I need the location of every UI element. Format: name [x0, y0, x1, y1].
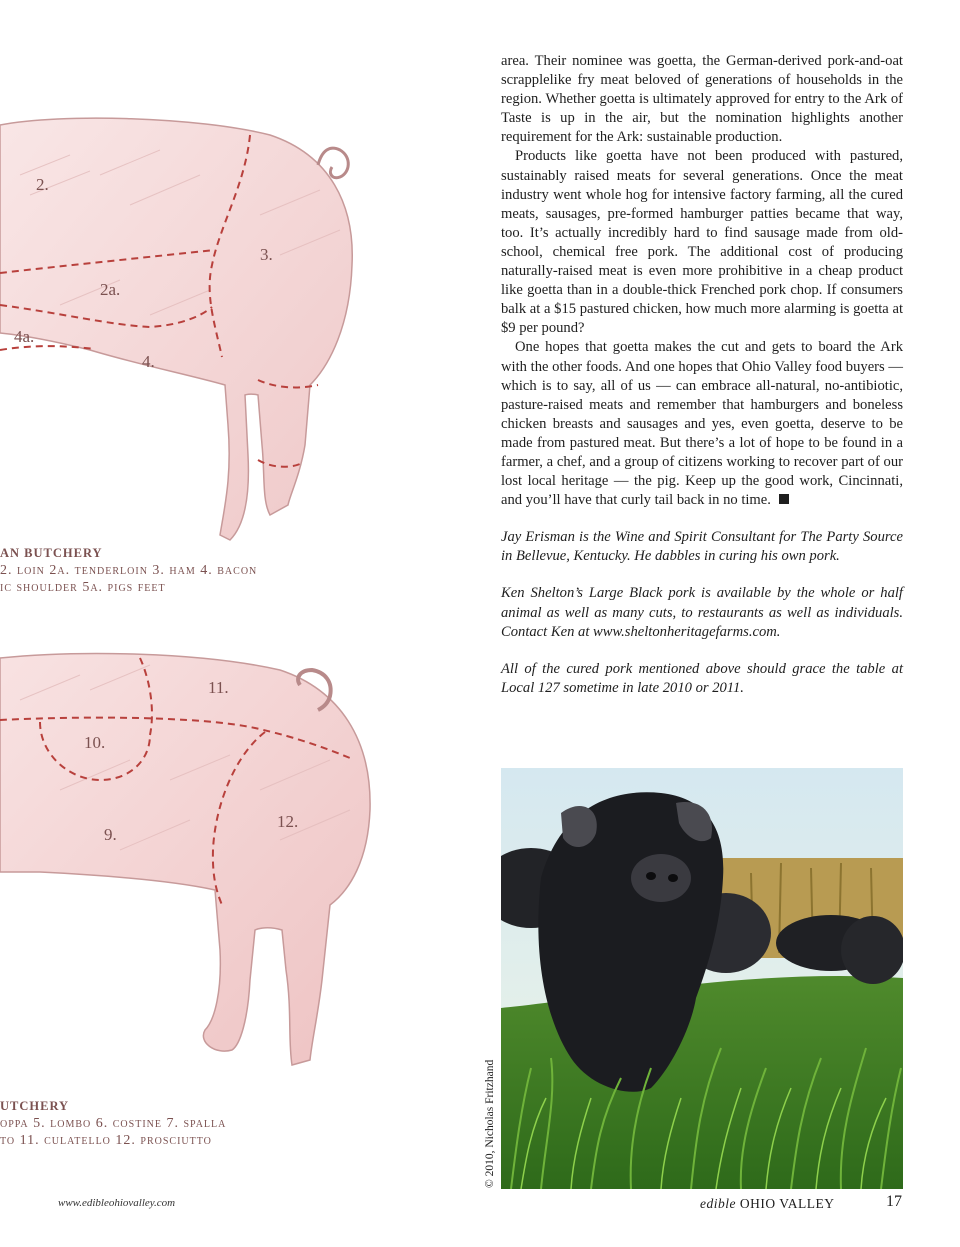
caption-line: to 11. culatello 12. prosciutto: [0, 1133, 212, 1148]
black-pig-photo: [501, 768, 903, 1189]
article-body: [501, 52, 903, 698]
caption-line: ic shoulder 5a. pigs feet: [0, 580, 166, 595]
author-bio: Jay Erisman is the Wine and Spirit Consultant for The Party Source in Bellevue, Kentucky. He dabbles in curing his own pork.: [501, 529, 903, 565]
restaurant-note: All of the cured pork mentioned above should grace the table at Local 127 sometime in late 2010 or 2011.: [501, 660, 903, 696]
page-number: 17: [886, 1193, 902, 1210]
butchery-caption-2: [0, 1098, 226, 1149]
pig-butchery-diagram-2: [0, 640, 390, 1100]
cut-label-9: 9.: [104, 825, 117, 844]
caption-title: AN BUTCHERY: [0, 546, 103, 560]
article-paragraph-text: One hopes that goetta makes the cut and gets to board the Ark with the other foods. And one hopes that Ohio Valley food buyers — which is to say, all of us — can embrace all-natural, no-antibiotic, pasture-raised meats and remember that hamburgers and boneless chicken breasts and sausages and yes, even goetta, deserve to be made from pastured meat. But there’s a lot of hope to be found in a farmer, a chef, and a group of citizens working to recover part of our lost local heritage — the pig. Keep up the good work, Cincinnati, and you’ll have that curly tail back in no time.: [501, 339, 903, 509]
article-paragraph: area. Their nominee was goetta, the German-derived pork-and-oat scrapplelike fry meat beloved of generations of households in the region. Whether goetta is ultimately approved for entry to the Ark of Taste is up in the air, but the nomination highlights another requirement for the Ark: sustainable production.: [501, 53, 903, 146]
caption-title: UTCHERY: [0, 1099, 70, 1113]
cut-label-2: 2.: [36, 175, 49, 194]
magazine-region: OHIO VALLEY: [739, 1196, 835, 1211]
pig-body-outline: [0, 118, 352, 540]
article-paragraph: [501, 338, 903, 510]
pig-body-outline: [0, 654, 370, 1065]
cut-label-11: 11.: [208, 678, 229, 697]
footer-magazine-name: [700, 1196, 835, 1212]
cut-label-3: 3.: [260, 245, 273, 264]
cut-label-12: 12.: [277, 812, 299, 831]
cut-label-4a: 4a.: [14, 327, 35, 346]
availability-note: Ken Shelton’s Large Black pork is available by the whole or half animal as well as many cuts, to restaurants as well as individuals. Contact Ken at www.sheltonheritagefarms.com.: [501, 585, 903, 640]
butchery-caption-1: [0, 545, 257, 596]
cut-label-10: 10.: [84, 733, 106, 752]
caption-line: oppa 5. lombo 6. costine 7. spalla: [0, 1116, 227, 1131]
caption-line: 2. loin 2a. tenderloin 3. ham 4. bacon: [0, 563, 258, 578]
footer-website-url[interactable]: www.edibleohiovalley.com: [58, 1197, 176, 1209]
cut-label-2a: 2a.: [100, 280, 121, 299]
magazine-prefix: edible: [700, 1196, 736, 1211]
article-paragraph: Products like goetta have not been produced with pastured, sustainably raised meats for several generations. Once the meat industry went whole hog for intensive factory farming, all the cured meats, sausages, pre-formed hamburger patties became that way, too. It’s actually incredibly hard to find sausage made from old-school, chemical free pork. The additional cost of producing naturally-raised meat is even more prohibitive in a cheap product like goetta than in a double-thick Frenched pork chop. If consumers balk at a $15 pastured chicken, how much more alarming is goetta at $9 per pound?: [501, 148, 903, 337]
pig-butchery-diagram-1: [0, 95, 370, 550]
end-mark-icon: [779, 494, 789, 504]
photo-credit: © 2010, Nicholas Fritzhand: [484, 1059, 496, 1188]
cut-label-4: 4.: [142, 352, 155, 371]
